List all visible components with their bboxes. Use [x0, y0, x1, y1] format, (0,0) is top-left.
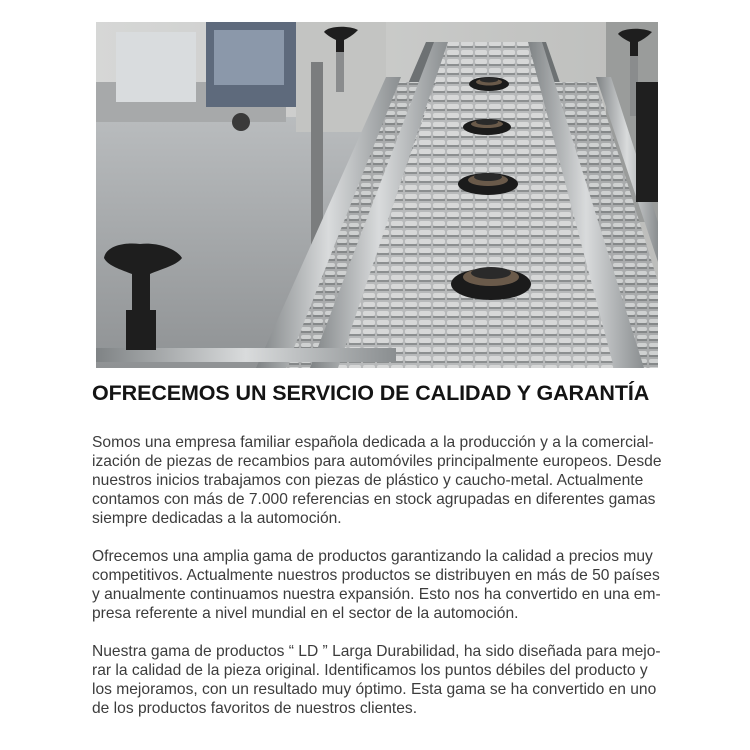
paragraph-line: Nuestra gama de productos “ LD ” Larga Durabilidad, ha sido diseñada para mejo- — [92, 643, 661, 660]
paragraph-company-intro — [92, 433, 692, 528]
paragraph-ld-range — [92, 642, 692, 718]
paragraph-line: ización de piezas de recambios para automóviles principalmente europeos. Desde — [92, 453, 662, 470]
conveyor-belt-photo — [96, 22, 658, 368]
paragraph-products-offer — [92, 547, 692, 623]
paragraph-line: siempre dedicadas a la automoción. — [92, 510, 342, 527]
paragraph-line: los mejoramos, con un resultado muy óptimo. Esta gama se ha convertido en uno — [92, 681, 657, 698]
paragraph-line: presa referente a nivel mundial en el sector de la automoción. — [92, 605, 519, 622]
paragraph-line: nuestros inicios trabajamos con piezas de plástico y caucho-metal. Actualmente — [92, 472, 644, 489]
paragraph-line: Somos una empresa familiar española dedicada a la producción y a la comercial- — [92, 434, 654, 451]
paragraph-line: Ofrecemos una amplia gama de productos garantizando la calidad a precios muy — [92, 548, 653, 565]
paragraph-line: de los productos favoritos de nuestros clientes. — [92, 700, 418, 717]
paragraph-line: competitivos. Actualmente nuestros productos se distribuyen en más de 50 países — [92, 567, 660, 584]
paragraph-line: rar la calidad de la pieza original. Identificamos los puntos débiles del producto y — [92, 662, 648, 679]
paragraph-line: y anualmente continuamos nuestra expansión. Esto nos ha convertido en una em- — [92, 586, 661, 603]
paragraph-line: contamos con más de 7.000 referencias en stock agrupadas en diferentes gamas — [92, 491, 656, 508]
section-title: OFRECEMOS UN SERVICIO DE CALIDAD Y GARANTÍA — [92, 381, 650, 405]
